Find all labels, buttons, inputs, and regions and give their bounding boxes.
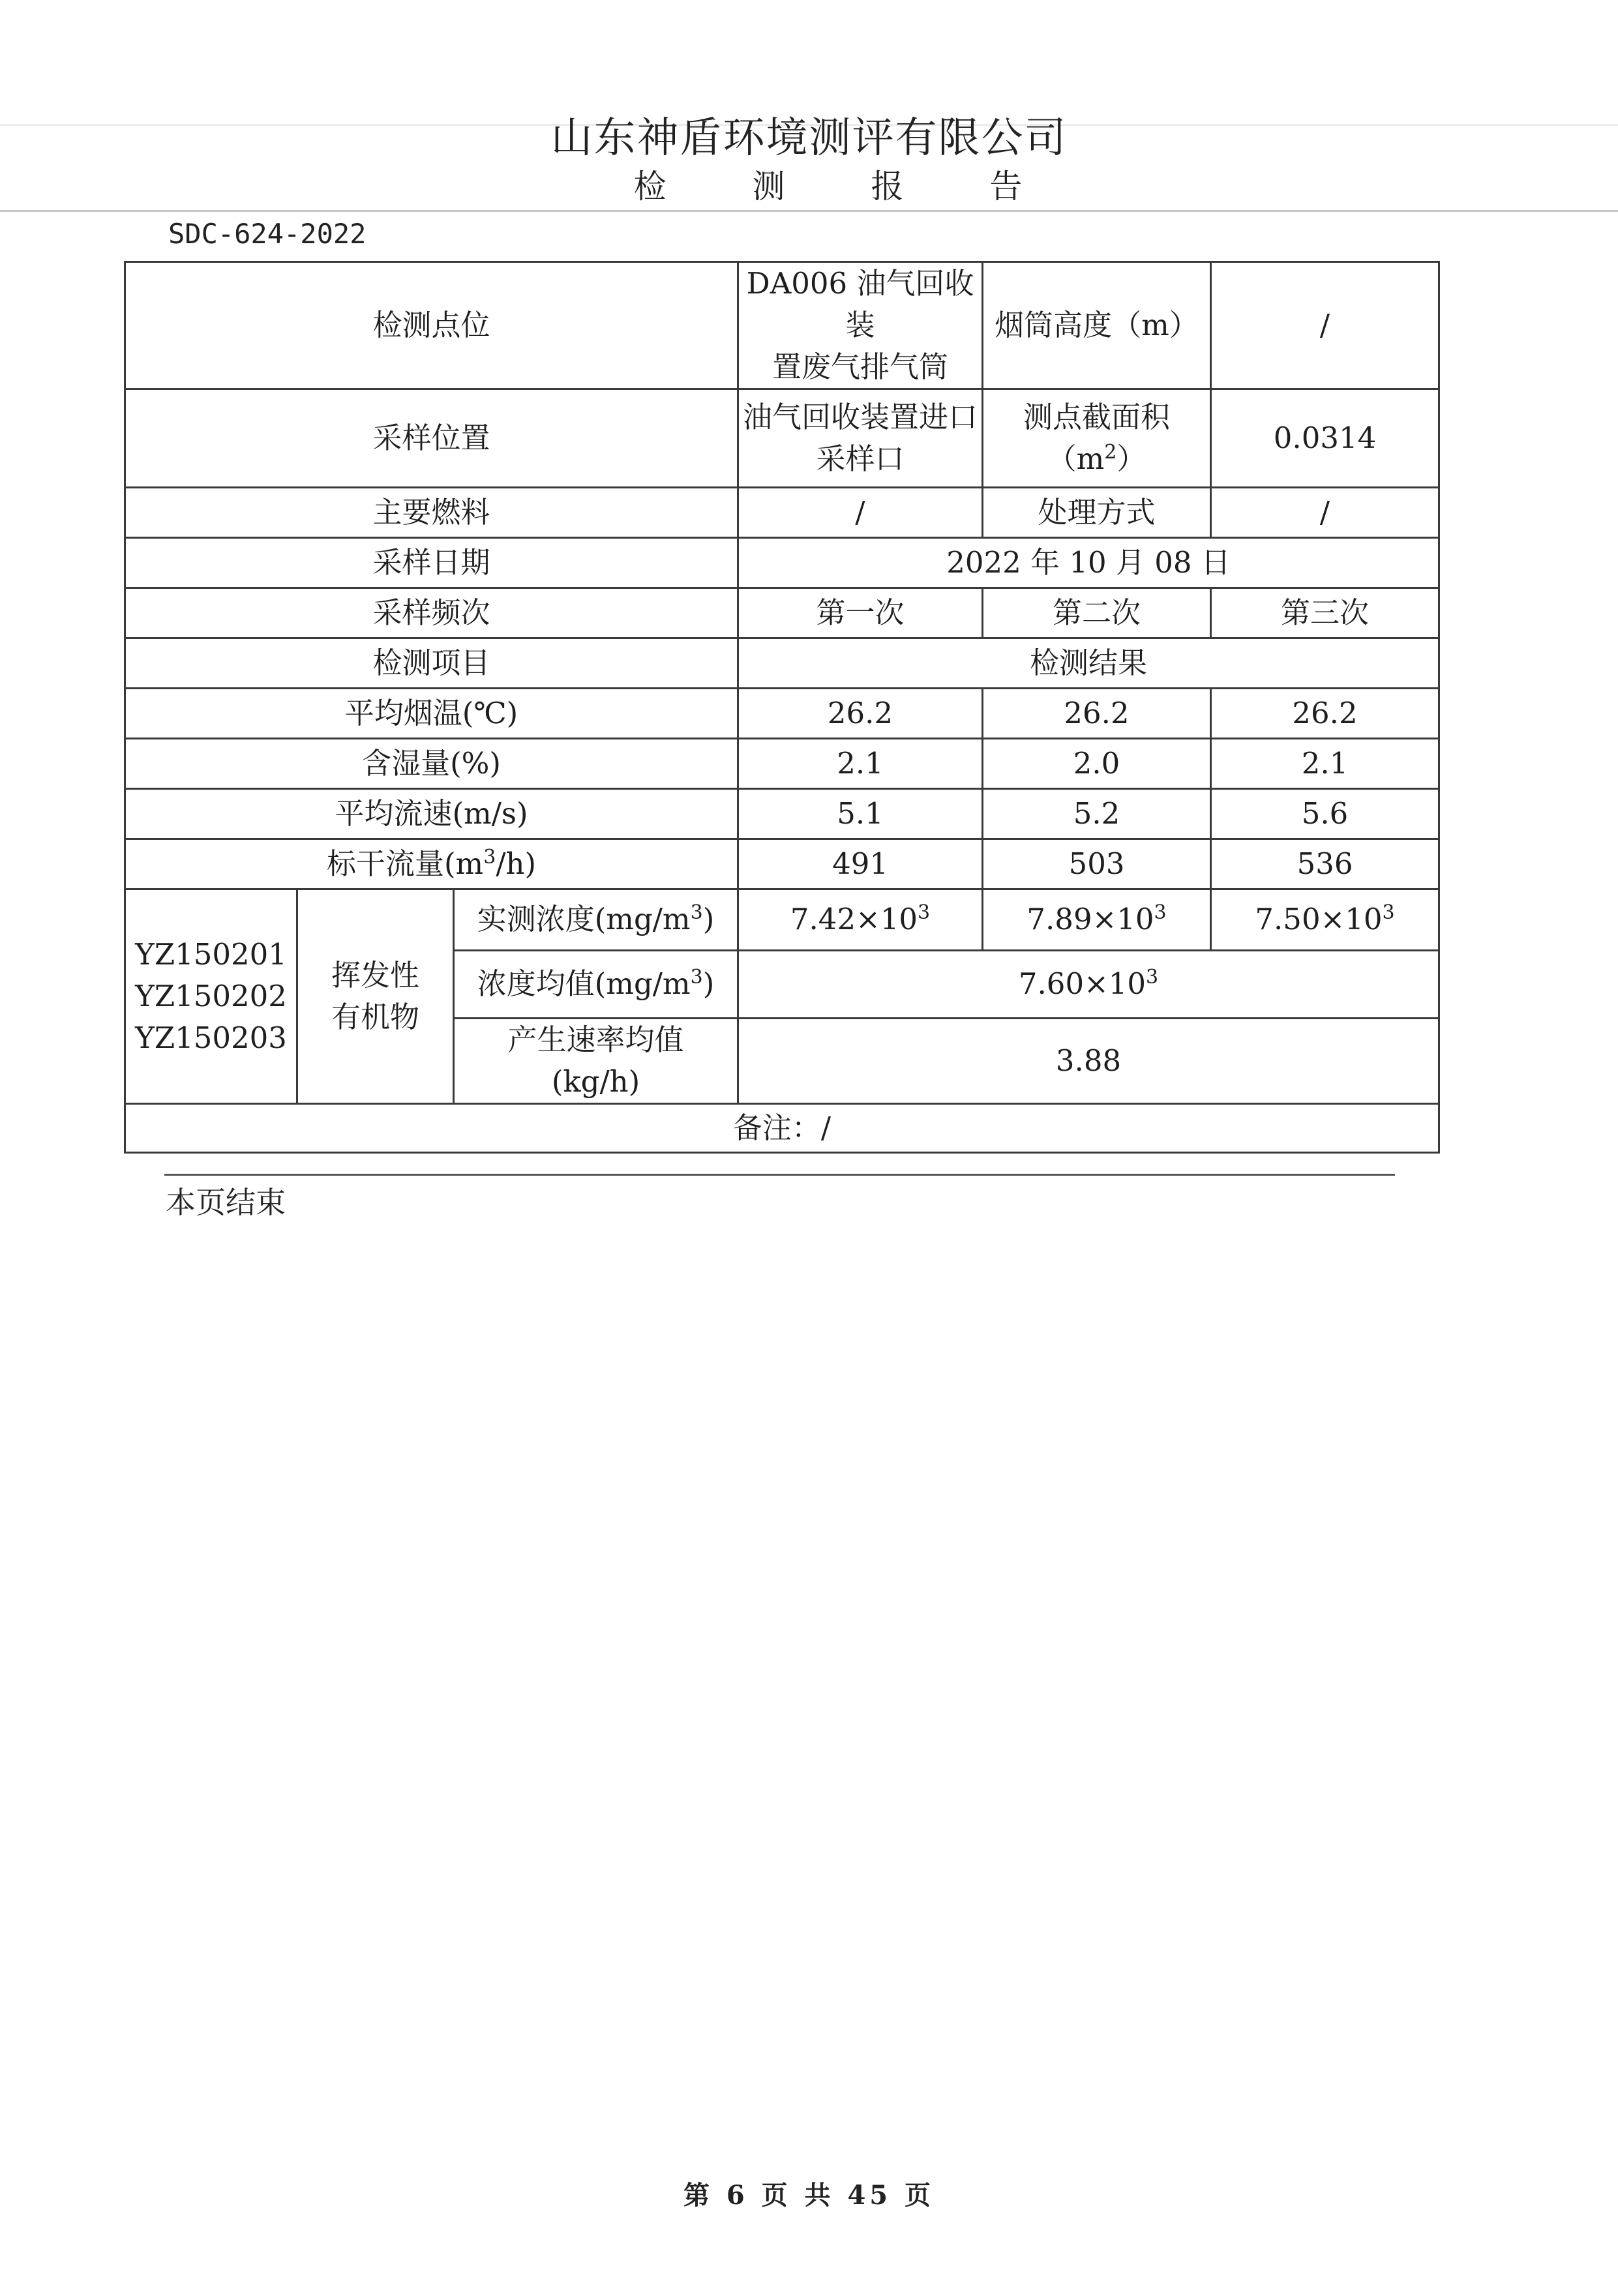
remarks: 备注：/	[125, 1103, 1439, 1152]
end-of-page-text: 本页结束	[166, 1185, 286, 1220]
measured-label-text: 实测浓度(mg/m	[477, 902, 691, 937]
avg-conc-base: 7.60×10	[1018, 966, 1146, 1002]
fuel-value: /	[738, 487, 983, 537]
date-value: 2022 年 10 月 08 日	[738, 537, 1439, 588]
temperature-2: 26.2	[983, 688, 1211, 738]
row-sampling-position	[125, 389, 1439, 487]
position-value-line-2: 采样口	[816, 441, 905, 476]
temperature-3: 26.2	[1211, 688, 1439, 738]
section-area-label	[983, 389, 1211, 487]
frequency-3: 第三次	[1211, 588, 1439, 638]
flow-label-text: 标干流量(m	[326, 846, 484, 881]
point-value	[738, 262, 983, 389]
row-measured-concentration	[125, 889, 1439, 950]
point-value-line-1: DA006 油气回收装	[746, 266, 974, 342]
rate-value: 3.88	[738, 1018, 1439, 1103]
avg-conc-exp: 3	[1146, 966, 1159, 989]
treatment-label: 处理方式	[983, 487, 1211, 537]
section-area-label-end: ）	[1116, 441, 1146, 476]
measured-3	[1211, 889, 1439, 950]
measured-label-sup: 3	[690, 901, 703, 925]
avg-conc-label-end: )	[702, 966, 715, 1002]
measured-1	[738, 889, 983, 950]
frequency-label: 采样频次	[125, 588, 738, 638]
measured-label-end: )	[702, 902, 715, 937]
header-rule	[0, 210, 1618, 212]
end-rule	[164, 1174, 1395, 1176]
section-area-label-text: 测点截面积（m	[1023, 399, 1171, 476]
company-name: 山东神盾环境测评有限公司	[550, 114, 1068, 162]
point-label: 检测点位	[125, 262, 738, 389]
row-monitoring-point	[125, 262, 1439, 389]
section-area-value: 0.0314	[1211, 389, 1439, 487]
row-velocity	[125, 788, 1439, 839]
result-label: 检测结果	[738, 638, 1439, 688]
moisture-label: 含湿量(%)	[125, 738, 738, 788]
frequency-1: 第一次	[738, 588, 983, 638]
measured-1-base: 7.42×10	[790, 902, 918, 937]
voc-name-line-2: 有机物	[331, 999, 419, 1034]
sample-id-1: YZ150201	[135, 936, 287, 972]
flow-3: 536	[1211, 839, 1439, 889]
avg-conc-label	[454, 950, 738, 1018]
temperature-1: 26.2	[738, 688, 983, 738]
flow-1: 491	[738, 839, 983, 889]
monitoring-table	[124, 261, 1440, 1154]
position-value	[738, 389, 983, 487]
velocity-label: 平均流速(m/s)	[125, 788, 738, 839]
stack-height-label: 烟筒高度（m）	[983, 262, 1211, 389]
temperature-label: 平均烟温(℃)	[125, 688, 738, 738]
flow-2: 503	[983, 839, 1211, 889]
row-sampling-date	[125, 537, 1439, 588]
point-value-line-2: 置废气排气筒	[772, 349, 949, 384]
row-sampling-frequency	[125, 588, 1439, 638]
sample-id-3: YZ150203	[135, 1020, 287, 1055]
measured-2-base: 7.89×10	[1026, 902, 1154, 937]
measured-3-base: 7.50×10	[1255, 902, 1383, 937]
avg-conc-value	[738, 950, 1439, 1018]
flow-label-end: /h)	[496, 846, 537, 881]
stack-height-value: /	[1211, 262, 1439, 389]
avg-conc-label-sup: 3	[690, 966, 703, 989]
measured-2-exp: 3	[1154, 901, 1167, 925]
sample-id-2: YZ150202	[135, 978, 287, 1013]
sample-ids	[125, 889, 297, 1103]
row-items-header	[125, 638, 1439, 688]
date-label: 采样日期	[125, 537, 738, 588]
voc-name	[297, 889, 454, 1103]
rate-label-line-1: 产生速率均值	[507, 1022, 684, 1057]
measured-1-exp: 3	[918, 901, 931, 925]
report-number: SDC-624-2022	[168, 218, 367, 250]
position-value-line-1: 油气回收装置进口	[743, 399, 978, 434]
velocity-1: 5.1	[738, 788, 983, 839]
avg-conc-label-text: 浓度均值(mg/m	[477, 966, 691, 1002]
measured-label	[454, 889, 738, 950]
item-label: 检测项目	[125, 638, 738, 688]
rate-label	[454, 1018, 738, 1103]
row-remarks	[125, 1103, 1439, 1152]
velocity-2: 5.2	[983, 788, 1211, 839]
voc-name-line-1: 挥发性	[331, 957, 419, 992]
fuel-label: 主要燃料	[125, 487, 738, 537]
moisture-2: 2.0	[983, 738, 1211, 788]
moisture-3: 2.1	[1211, 738, 1439, 788]
frequency-2: 第二次	[983, 588, 1211, 638]
row-moisture	[125, 738, 1439, 788]
measured-2	[983, 889, 1211, 950]
row-temperature	[125, 688, 1439, 738]
measured-3-exp: 3	[1382, 901, 1395, 925]
flow-label-sup: 3	[483, 845, 496, 869]
rate-label-line-2: (kg/h)	[551, 1064, 640, 1099]
page-number: 第 6 页 共 45 页	[683, 2180, 935, 2211]
flow-label	[125, 839, 738, 889]
report-title: 检 测 报 告	[633, 168, 1060, 205]
velocity-3: 5.6	[1211, 788, 1439, 839]
row-flow	[125, 839, 1439, 889]
section-area-label-sup: 2	[1104, 440, 1117, 464]
row-fuel	[125, 487, 1439, 537]
treatment-value: /	[1211, 487, 1439, 537]
position-label: 采样位置	[125, 389, 738, 487]
moisture-1: 2.1	[738, 738, 983, 788]
